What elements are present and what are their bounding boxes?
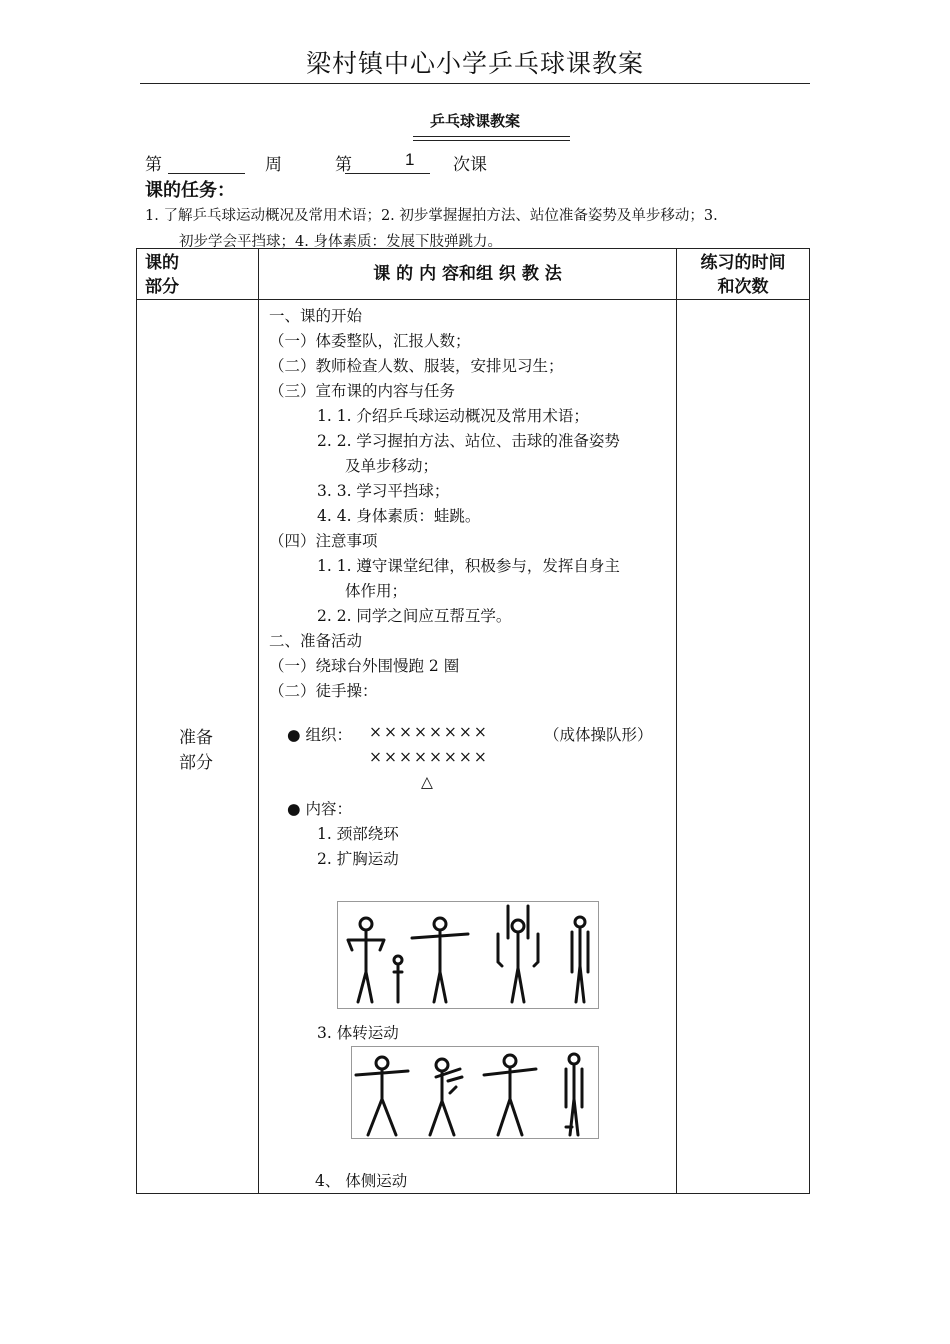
task-line-1: 1. 了解乒乓球运动概况及常用术语；2. 初步掌握握拍方法、站位准备姿势及单步移动；3.	[145, 208, 718, 224]
content-line: （二）教师检查人数、服装，安排见习生；	[269, 357, 564, 375]
formation-row-2: ××××××××	[369, 748, 489, 766]
stick-figures-rotation	[352, 1047, 598, 1138]
lesson-table	[136, 248, 810, 1194]
content-line: 二、准备活动	[269, 632, 363, 650]
header-title: 梁村镇中心小学乒乓球课教案	[305, 49, 644, 78]
title-double-underline-top	[413, 136, 570, 137]
exercise-item: 1. 颈部绕环	[317, 825, 399, 843]
content-line: 3. 3. 学习平挡球；	[317, 482, 450, 500]
content-line: 2. 2. 同学之间应互帮互学。	[317, 607, 512, 625]
time-cell	[677, 300, 810, 1194]
session-di-1: 第	[145, 155, 162, 175]
task-label: 课的任务：	[145, 180, 235, 201]
header-time-line2: 和次数	[717, 277, 769, 297]
task-line-2: 初步学会平挡球；4. 身体素质：发展下肢弹跳力。	[179, 234, 502, 250]
content-line: 4. 4. 身体素质：蛙跳。	[317, 507, 481, 525]
exercise-item: 3. 体转运动	[317, 1024, 399, 1042]
session-zhou: 周	[265, 155, 282, 175]
formation-note: （成体操队形）	[544, 726, 653, 744]
header-content: 课 的 内 容和组 织 教 法	[373, 264, 562, 284]
content-label: ● 内容：	[287, 800, 352, 818]
formation-row-1: ××××××××	[369, 723, 489, 741]
document-title: 乒乓球课教案	[429, 112, 520, 130]
title-double-underline-bottom	[413, 140, 570, 141]
content-line: 一、课的开始	[269, 307, 363, 325]
content-line: （一）绕球台外围慢跑 2 圈	[269, 657, 460, 675]
organization-label: ● 组织：	[287, 726, 352, 744]
chest-expansion-figure	[337, 901, 599, 1009]
content-line: （三）宣布课的内容与任务	[269, 382, 456, 400]
teacher-triangle: △	[421, 773, 433, 791]
week-blank	[168, 173, 245, 174]
part-label-line2: 部分	[179, 753, 213, 773]
content-line: 及单步移动；	[345, 457, 439, 475]
part-cell	[137, 300, 259, 1194]
content-line: （一）体委整队，汇报人数；	[269, 332, 471, 350]
content-line: 体作用；	[345, 582, 408, 600]
exercise-item: 4、 体侧运动	[315, 1172, 408, 1190]
header-time-cell	[677, 249, 810, 300]
header-content-cell	[259, 249, 677, 300]
session-number: 1	[405, 150, 415, 169]
content-line: 1. 1. 遵守课堂纪律，积极参与，发挥自身主	[317, 557, 620, 575]
exercise-item: 2. 扩胸运动	[317, 850, 399, 868]
header-time-line1: 练习的时间	[700, 253, 786, 273]
part-label-line1: 准备	[179, 728, 213, 748]
header-part-cell	[137, 249, 259, 300]
content-line: （二）徒手操：	[269, 682, 378, 700]
content-line: 1. 1. 介绍乒乓球运动概况及常用术语；	[317, 407, 589, 425]
content-cell	[259, 300, 677, 1194]
table-header-row	[137, 249, 810, 300]
content-line: （四）注意事项	[269, 532, 378, 550]
table-row	[137, 300, 810, 1194]
header-rule	[140, 83, 810, 84]
header-part-line2: 部分	[145, 277, 179, 297]
stick-figures-chest	[338, 902, 598, 1008]
content-line: 2. 2. 学习握拍方法、站位、击球的准备姿势	[317, 432, 620, 450]
session-number-underline	[345, 173, 430, 174]
header-part-line1: 课的	[145, 253, 179, 273]
session-di-2: 第	[335, 155, 352, 175]
body-rotation-figure	[351, 1046, 599, 1139]
session-ci-ke: 次课	[453, 155, 487, 175]
